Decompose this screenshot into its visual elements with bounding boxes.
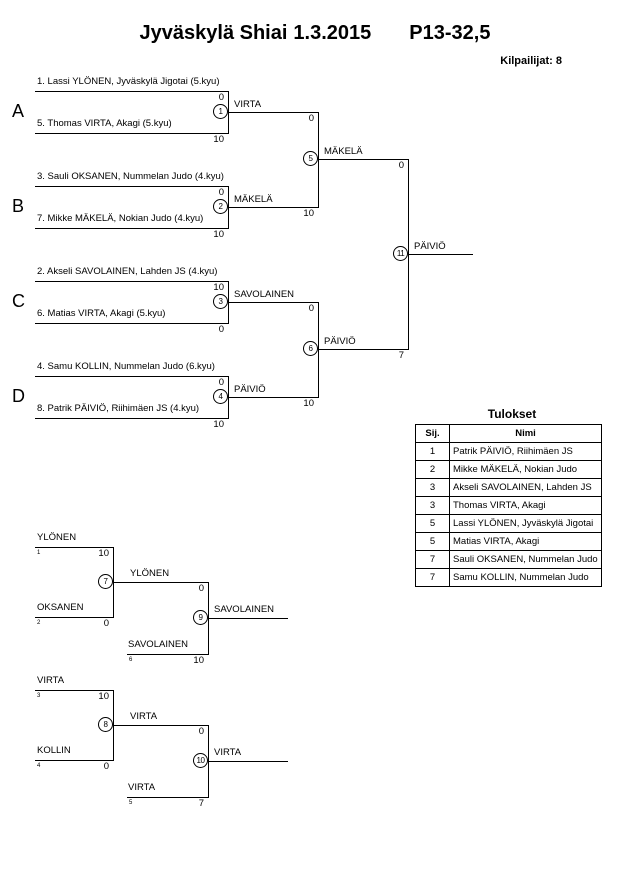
- title-date: 1.3.2015: [293, 22, 372, 44]
- match-winner-label: YLÖNEN: [130, 568, 170, 579]
- match-winner-line: [113, 725, 208, 726]
- results-header-row: [416, 425, 602, 443]
- bracket-entry-name: 4. Samu KOLLIN, Nummelan Judo (6.kyu): [37, 361, 215, 372]
- match-winner-line: [228, 112, 318, 113]
- bracket-entry-score: 0: [218, 377, 224, 388]
- match-winner-label: MÄKELÄ: [234, 194, 273, 205]
- loser-from-match-ref: 4: [37, 763, 41, 769]
- match-number-circle: 7: [98, 574, 113, 589]
- results-cell-name: Samu KOLLIN, Nummelan Judo: [450, 569, 602, 587]
- results-row: [416, 533, 602, 551]
- repechage-entry-name: VIRTA: [128, 782, 156, 793]
- match-winner-label: MÄKELÄ: [324, 146, 363, 157]
- bracket-entry-line: [35, 418, 228, 419]
- results-cell-name: Matias VIRTA, Akagi: [450, 533, 602, 551]
- bracket-entry-name: 3. Sauli OKSANEN, Nummelan Judo (4.kyu): [37, 171, 224, 182]
- match-winner-score: 0: [308, 113, 314, 124]
- results-cell-name: Mikke MÄKELÄ, Nokian Judo: [450, 461, 602, 479]
- match-winner-label: PÄIVIÖ: [234, 384, 266, 395]
- match-connector: [318, 112, 319, 208]
- match-winner-line: [208, 618, 288, 619]
- title-event: Jyväskylä Shiai: [139, 22, 288, 44]
- bracket-entry-line: [35, 281, 228, 282]
- match-winner-score: 10: [303, 398, 314, 409]
- results-table: [415, 424, 602, 587]
- bracket-entry-score: 0: [218, 324, 224, 335]
- participants-count: Kilpailijat: 8: [500, 55, 562, 67]
- repechage-entry-score: 10: [98, 691, 109, 702]
- results-cell-name: Sauli OKSANEN, Nummelan Judo: [450, 551, 602, 569]
- match-winner-label: PÄIVIÖ: [324, 336, 356, 347]
- loser-from-match-ref: 2: [37, 620, 41, 626]
- match-number-circle: 9: [193, 610, 208, 625]
- match-number-circle: 11: [393, 246, 408, 261]
- bracket-entry-name: 7. Mikke MÄKELÄ, Nokian Judo (4.kyu): [37, 213, 204, 224]
- repechage-entry-name: YLÖNEN: [37, 532, 77, 543]
- bracket-entry-name: 1. Lassi YLÖNEN, Jyväskylä Jigotai (5.kyu): [37, 76, 220, 87]
- results-row: [416, 569, 602, 587]
- results-cell-rank: 5: [416, 533, 450, 551]
- results-header-rank: Sij.: [416, 425, 450, 443]
- match-winner-score: 0: [398, 160, 404, 171]
- match-winner-label: VIRTA: [130, 711, 158, 722]
- bracket-entry-line: [35, 133, 228, 134]
- match-winner-score: 7: [398, 350, 404, 361]
- bracket-entry-score: 10: [213, 229, 224, 240]
- match-number-circle: 4: [213, 389, 228, 404]
- repechage-entry-score: 0: [103, 618, 109, 629]
- repechage-entry-score: 10: [98, 548, 109, 559]
- results-row: [416, 497, 602, 515]
- results-cell-name: Patrik PÄIVIÖ, Riihimäen JS: [450, 443, 602, 461]
- results-row: [416, 443, 602, 461]
- bracket-entry-line: [35, 323, 228, 324]
- match-winner-line: [208, 761, 288, 762]
- bracket-entry-score: 10: [213, 419, 224, 430]
- results-cell-rank: 1: [416, 443, 450, 461]
- bracket-entry-score: 10: [213, 134, 224, 145]
- bracket-entry-line: [35, 228, 228, 229]
- pool-letter-d: D: [12, 386, 25, 406]
- match-number-circle: 5: [303, 151, 318, 166]
- match-number-circle: 1: [213, 104, 228, 119]
- match-number-circle: 3: [213, 294, 228, 309]
- match-winner-score: 0: [198, 583, 204, 594]
- match-winner-line: [113, 582, 208, 583]
- loser-from-match-ref: 5: [129, 800, 133, 806]
- results-row: [416, 479, 602, 497]
- bracket-entry-line: [35, 186, 228, 187]
- bracket-entry-line: [35, 376, 228, 377]
- loser-from-match-ref: 3: [37, 693, 41, 699]
- repechage-entry-line: [127, 797, 208, 798]
- results-title: Tulokset: [487, 407, 537, 421]
- bracket-entry-name: 2. Akseli SAVOLAINEN, Lahden JS (4.kyu): [37, 266, 218, 277]
- match-connector: [318, 302, 319, 398]
- repechage-entry-score: 10: [193, 655, 204, 666]
- bracket-entry-score: 0: [218, 92, 224, 103]
- match-number-circle: 2: [213, 199, 228, 214]
- match-winner-label: VIRTA: [214, 747, 242, 758]
- match-winner-line: [318, 159, 408, 160]
- results-cell-rank: 7: [416, 551, 450, 569]
- repechage-entry-name: OKSANEN: [37, 602, 84, 613]
- pool-letter-b: B: [12, 196, 25, 216]
- repechage-entry-line: [35, 617, 113, 618]
- results-row: [416, 515, 602, 533]
- results-cell-rank: 3: [416, 497, 450, 515]
- results-cell-name: Akseli SAVOLAINEN, Lahden JS: [450, 479, 602, 497]
- results-cell-name: Lassi YLÖNEN, Jyväskylä Jigotai: [450, 515, 602, 533]
- bracket-entry-score: 10: [213, 282, 224, 293]
- match-winner-line: [228, 302, 318, 303]
- bracket-entry-name: 6. Matias VIRTA, Akagi (5.kyu): [37, 308, 166, 319]
- match-winner-score: 0: [198, 726, 204, 737]
- match-winner-line: [318, 349, 408, 350]
- match-winner-label: PÄIVIÖ: [414, 241, 446, 252]
- match-winner-label: SAVOLAINEN: [234, 289, 295, 300]
- match-number-circle: 10: [193, 753, 208, 768]
- match-number-circle: 8: [98, 717, 113, 732]
- match-winner-label: SAVOLAINEN: [214, 604, 275, 615]
- title-category: P13-32,5: [409, 22, 491, 44]
- match-number-circle: 6: [303, 341, 318, 356]
- loser-from-match-ref: 6: [129, 657, 133, 663]
- results-cell-rank: 3: [416, 479, 450, 497]
- results-cell-rank: 5: [416, 515, 450, 533]
- repechage-entry-line: [35, 760, 113, 761]
- pool-letter-a: A: [12, 101, 25, 121]
- pool-letter-c: C: [12, 291, 25, 311]
- match-winner-score: 10: [303, 208, 314, 219]
- repechage-entry-score: 0: [103, 761, 109, 772]
- results-cell-name: Thomas VIRTA, Akagi: [450, 497, 602, 515]
- repechage-entry-name: VIRTA: [37, 675, 65, 686]
- match-winner-line: [408, 254, 473, 255]
- results-row: [416, 461, 602, 479]
- bracket-entry-name: 8. Patrik PÄIVIÖ, Riihimäen JS (4.kyu): [37, 403, 200, 414]
- match-winner-score: 0: [308, 303, 314, 314]
- bracket-entry-line: [35, 91, 228, 92]
- results-row: [416, 551, 602, 569]
- page-title: [0, 22, 630, 45]
- loser-from-match-ref: 1: [37, 550, 41, 556]
- results-cell-rank: 7: [416, 569, 450, 587]
- repechage-entry-score: 7: [198, 798, 204, 809]
- repechage-entry-name: KOLLIN: [37, 745, 71, 756]
- bracket-entry-score: 0: [218, 187, 224, 198]
- bracket-entry-name: 5. Thomas VIRTA, Akagi (5.kyu): [37, 118, 172, 129]
- results-header-name: Nimi: [450, 425, 602, 443]
- match-winner-label: VIRTA: [234, 99, 262, 110]
- results-cell-rank: 2: [416, 461, 450, 479]
- repechage-entry-name: SAVOLAINEN: [128, 639, 189, 650]
